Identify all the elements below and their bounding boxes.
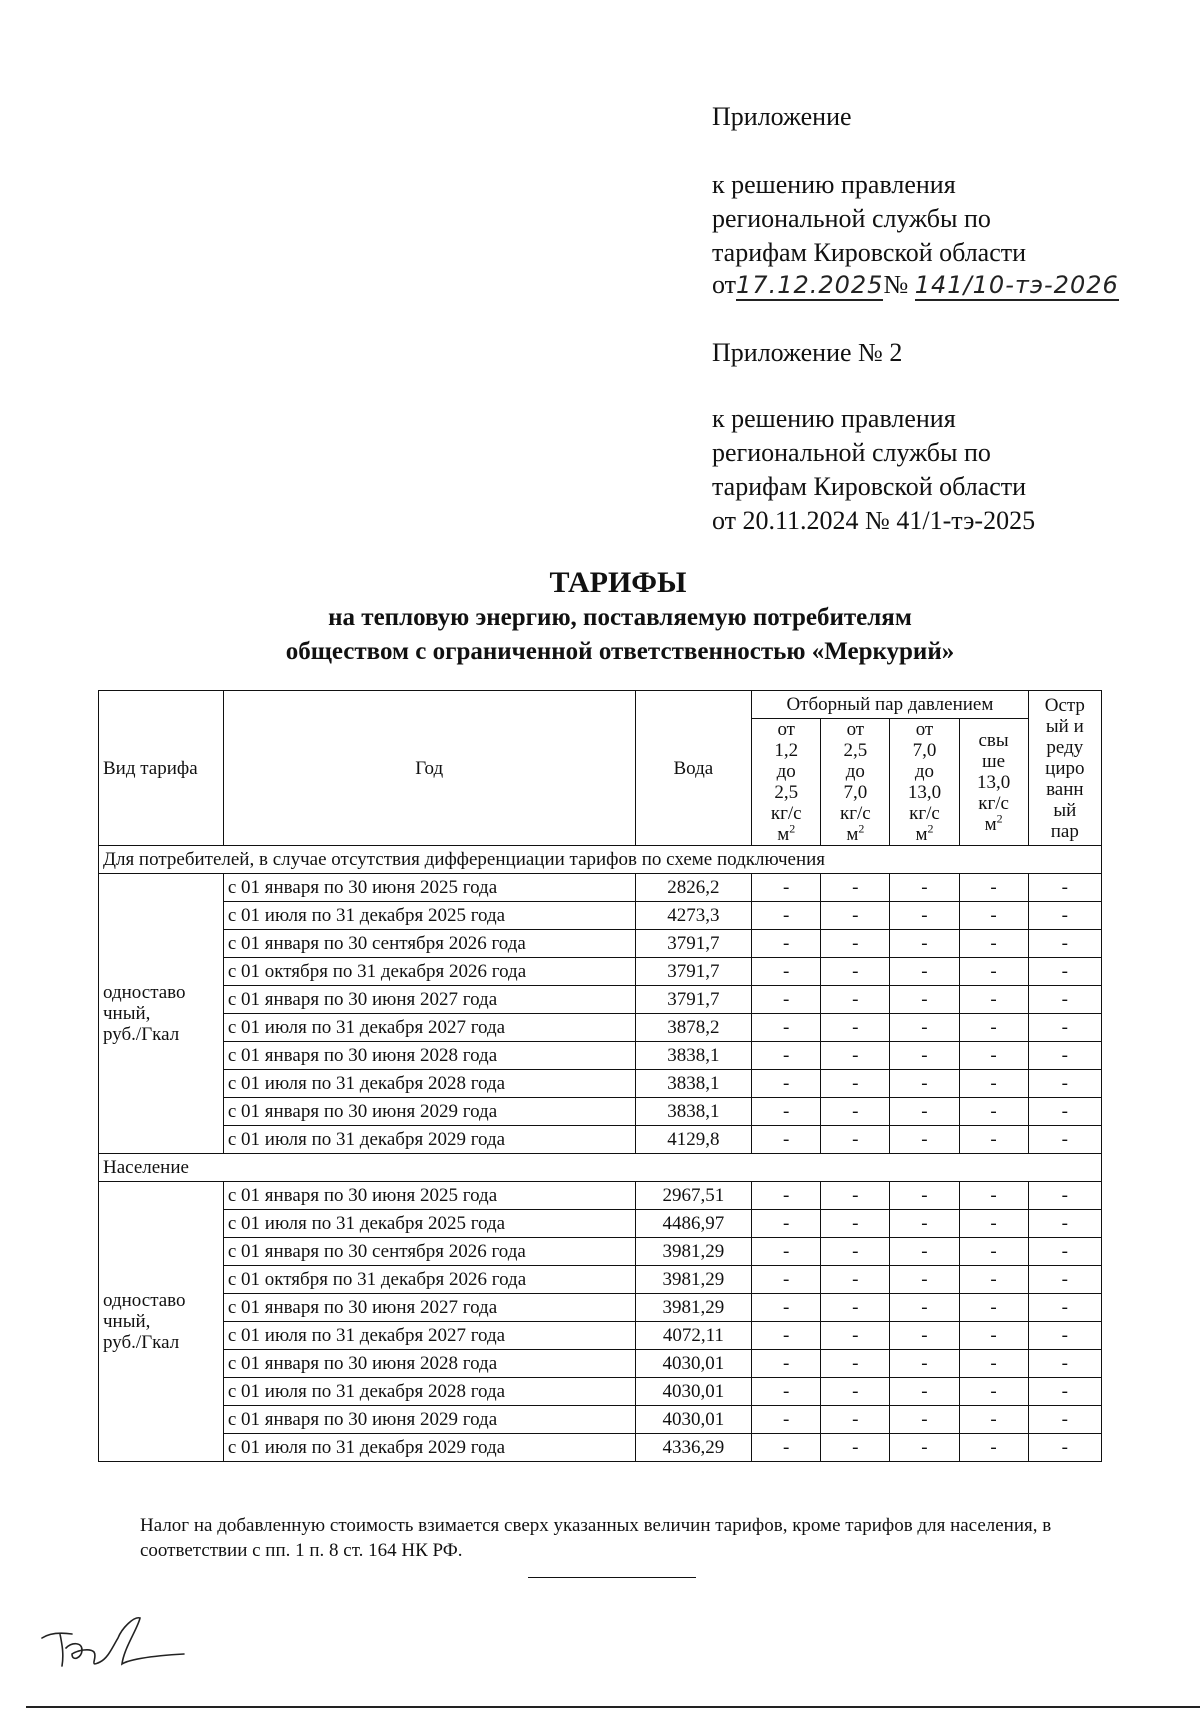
appendix-decision-ref: к решению правления региональной службы по тарифам Кировской области — [712, 170, 1027, 267]
header-steam-7-13: от 7,0 до 13,0 кг/с $м^2$ — [890, 719, 959, 846]
steam-tariff-cell: - — [890, 902, 959, 930]
tariff-type-cell: одноставо чный, руб./Гкал — [99, 1182, 224, 1462]
section-label: Для потребителей, в случае отсутствия дифференциации тарифов по схеме подключения — [99, 846, 1102, 874]
steam-tariff-cell: - — [1028, 874, 1101, 902]
steam-tariff-cell: - — [890, 1126, 959, 1154]
steam-tariff-cell: - — [1028, 1126, 1101, 1154]
steam-tariff-cell: - — [1028, 1182, 1101, 1210]
steam-tariff-cell: - — [752, 1294, 821, 1322]
period-cell: с 01 января по 30 июня 2025 года — [223, 1182, 635, 1210]
period-cell: с 01 июля по 31 декабря 2029 года — [223, 1126, 635, 1154]
header-steam-group: Отборный пар давлением — [752, 691, 1029, 719]
table-row — [99, 902, 1102, 930]
water-tariff-cell: 3791,7 — [635, 930, 752, 958]
steam-tariff-cell: - — [752, 1014, 821, 1042]
steam-tariff-cell: - — [821, 1098, 890, 1126]
steam-tariff-cell: - — [959, 1182, 1028, 1210]
appendix-2-title: Приложение № 2 — [712, 338, 903, 367]
steam-tariff-cell: - — [890, 1238, 959, 1266]
steam-tariff-cell: - — [959, 1014, 1028, 1042]
steam-tariff-cell: - — [890, 874, 959, 902]
steam-tariff-cell: - — [959, 1098, 1028, 1126]
table-row — [99, 874, 1102, 902]
water-tariff-cell: 3981,29 — [635, 1238, 752, 1266]
section-row — [99, 1154, 1102, 1182]
steam-tariff-cell: - — [821, 874, 890, 902]
steam-tariff-cell: - — [1028, 1406, 1101, 1434]
steam-tariff-cell: - — [821, 1238, 890, 1266]
document-title: ТАРИФЫ — [549, 566, 687, 599]
period-cell: с 01 июля по 31 декабря 2028 года — [223, 1378, 635, 1406]
steam-tariff-cell: - — [1028, 1014, 1101, 1042]
period-cell: с 01 января по 30 июня 2029 года — [223, 1406, 635, 1434]
header-steam-over-13: свы ше 13,0 кг/с $м^2$ — [959, 719, 1028, 846]
steam-tariff-cell: - — [752, 1322, 821, 1350]
water-tariff-cell: 4486,97 — [635, 1210, 752, 1238]
period-cell: с 01 октября по 31 декабря 2026 года — [223, 1266, 635, 1294]
signature-icon — [38, 1608, 188, 1678]
steam-tariff-cell: - — [821, 1182, 890, 1210]
water-tariff-cell: 2826,2 — [635, 874, 752, 902]
period-cell: с 01 июля по 31 декабря 2028 года — [223, 1070, 635, 1098]
water-tariff-cell: 3791,7 — [635, 958, 752, 986]
steam-tariff-cell: - — [890, 1434, 959, 1462]
steam-tariff-cell: - — [959, 958, 1028, 986]
steam-tariff-cell: - — [959, 1238, 1028, 1266]
period-cell: с 01 июля по 31 декабря 2025 года — [223, 1210, 635, 1238]
steam-tariff-cell: - — [890, 1350, 959, 1378]
steam-tariff-cell: - — [752, 1266, 821, 1294]
steam-tariff-cell: - — [821, 958, 890, 986]
period-cell: с 01 января по 30 сентября 2026 года — [223, 1238, 635, 1266]
steam-tariff-cell: - — [890, 1014, 959, 1042]
steam-tariff-cell: - — [959, 1350, 1028, 1378]
steam-tariff-cell: - — [959, 1042, 1028, 1070]
handwritten-date: 17.12.2025 — [736, 271, 884, 299]
handwritten-number: 141/10-тэ-2026 — [914, 271, 1119, 299]
steam-tariff-cell: - — [821, 1014, 890, 1042]
table-row — [99, 1126, 1102, 1154]
table-row — [99, 1322, 1102, 1350]
appendix-title: Приложение — [712, 102, 852, 131]
document-subtitle-company: обществом с ограниченной ответственностью «Меркурий» — [285, 638, 955, 665]
table-row — [99, 1070, 1102, 1098]
steam-tariff-cell: - — [752, 1042, 821, 1070]
table-row — [99, 930, 1102, 958]
water-tariff-cell: 3838,1 — [635, 1070, 752, 1098]
steam-tariff-cell: - — [890, 1210, 959, 1238]
tariff-type-cell: одноставо чный, руб./Гкал — [99, 874, 224, 1154]
table-row — [99, 1238, 1102, 1266]
steam-tariff-cell: - — [752, 1238, 821, 1266]
steam-tariff-cell: - — [752, 958, 821, 986]
steam-tariff-cell: - — [1028, 1210, 1101, 1238]
steam-tariff-cell: - — [1028, 930, 1101, 958]
header-sharp-steam: Остр ый и реду циро ванн ый пар — [1028, 691, 1101, 846]
period-cell: с 01 июля по 31 декабря 2027 года — [223, 1322, 635, 1350]
period-cell: с 01 января по 30 июня 2027 года — [223, 986, 635, 1014]
period-cell: с 01 июля по 31 декабря 2029 года — [223, 1434, 635, 1462]
steam-tariff-cell: - — [959, 986, 1028, 1014]
steam-tariff-cell: - — [821, 986, 890, 1014]
steam-tariff-cell: - — [821, 1294, 890, 1322]
table-row — [99, 1014, 1102, 1042]
table-row — [99, 1294, 1102, 1322]
water-tariff-cell: 4030,01 — [635, 1406, 752, 1434]
steam-tariff-cell: - — [821, 1322, 890, 1350]
steam-tariff-cell: - — [1028, 1434, 1101, 1462]
period-cell: с 01 января по 30 июня 2027 года — [223, 1294, 635, 1322]
steam-tariff-cell: - — [752, 1406, 821, 1434]
steam-tariff-cell: - — [752, 1070, 821, 1098]
steam-tariff-cell: - — [1028, 1238, 1101, 1266]
steam-tariff-cell: - — [752, 874, 821, 902]
steam-tariff-cell: - — [752, 986, 821, 1014]
steam-tariff-cell: - — [959, 1266, 1028, 1294]
period-cell: с 01 января по 30 июня 2028 года — [223, 1042, 635, 1070]
steam-tariff-cell: - — [821, 1210, 890, 1238]
table-row — [99, 1406, 1102, 1434]
steam-tariff-cell: - — [752, 930, 821, 958]
water-tariff-cell: 3981,29 — [635, 1294, 752, 1322]
document-subtitle: на тепловую энергию, поставляемую потребителям — [328, 604, 912, 631]
table-row — [99, 1182, 1102, 1210]
steam-tariff-cell: - — [752, 1434, 821, 1462]
steam-tariff-cell: - — [890, 958, 959, 986]
steam-tariff-cell: - — [821, 1406, 890, 1434]
steam-tariff-cell: - — [821, 1042, 890, 1070]
header-steam-1-2-5: от 1,2 до 2,5 кг/с $м^2$ — [752, 719, 821, 846]
water-tariff-cell: 3791,7 — [635, 986, 752, 1014]
appendix-2-decision-ref: к решению правления региональной службы по тарифам Кировской области от 20.11.2024 № 41/1-тэ-2025 — [712, 404, 1036, 535]
steam-tariff-cell: - — [1028, 1350, 1101, 1378]
steam-tariff-cell: - — [959, 1406, 1028, 1434]
steam-tariff-cell: - — [1028, 1070, 1101, 1098]
table-row — [99, 1434, 1102, 1462]
steam-tariff-cell: - — [821, 1070, 890, 1098]
water-tariff-cell: 4336,29 — [635, 1434, 752, 1462]
steam-tariff-cell: - — [890, 1266, 959, 1294]
header-steam-2-5-7: от 2,5 до 7,0 кг/с $м^2$ — [821, 719, 890, 846]
steam-tariff-cell: - — [1028, 1098, 1101, 1126]
water-tariff-cell: 4072,11 — [635, 1322, 752, 1350]
steam-tariff-cell: - — [752, 1126, 821, 1154]
steam-tariff-cell: - — [1028, 958, 1101, 986]
table-row — [99, 958, 1102, 986]
steam-tariff-cell: - — [959, 930, 1028, 958]
table-row — [99, 1266, 1102, 1294]
steam-tariff-cell: - — [752, 1350, 821, 1378]
separator-line — [528, 1577, 696, 1578]
period-cell: с 01 июля по 31 декабря 2027 года — [223, 1014, 635, 1042]
steam-tariff-cell: - — [1028, 1378, 1101, 1406]
steam-tariff-cell: - — [752, 1378, 821, 1406]
water-tariff-cell: 3838,1 — [635, 1098, 752, 1126]
water-tariff-cell: 4129,8 — [635, 1126, 752, 1154]
steam-tariff-cell: - — [752, 1182, 821, 1210]
section-row — [99, 846, 1102, 874]
header-year: Год — [223, 691, 635, 846]
steam-tariff-cell: - — [959, 1434, 1028, 1462]
steam-tariff-cell: - — [959, 1294, 1028, 1322]
steam-tariff-cell: - — [890, 930, 959, 958]
water-tariff-cell: 3981,29 — [635, 1266, 752, 1294]
water-tariff-cell: 4030,01 — [635, 1378, 752, 1406]
table-row — [99, 1210, 1102, 1238]
water-tariff-cell: 2967,51 — [635, 1182, 752, 1210]
steam-tariff-cell: - — [959, 1378, 1028, 1406]
steam-tariff-cell: - — [1028, 1042, 1101, 1070]
period-cell: с 01 января по 30 июня 2029 года — [223, 1098, 635, 1126]
period-cell: с 01 июля по 31 декабря 2025 года — [223, 902, 635, 930]
vat-footnote: Налог на добавленную стоимость взимается сверх указанных величин тарифов, кроме тарифов для населения, в соответствии с пп. 1 п. 8 ст. 164 НК РФ. — [140, 1515, 1052, 1561]
steam-tariff-cell: - — [959, 1070, 1028, 1098]
table-row — [99, 1350, 1102, 1378]
steam-tariff-cell: - — [821, 902, 890, 930]
steam-tariff-cell: - — [1028, 1322, 1101, 1350]
tariff-table-body — [99, 846, 1102, 1462]
steam-tariff-cell: - — [752, 1210, 821, 1238]
header-tariff-type: Вид тарифа — [99, 691, 224, 846]
table-row — [99, 1378, 1102, 1406]
period-cell: с 01 января по 30 июня 2025 года — [223, 874, 635, 902]
steam-tariff-cell: - — [890, 1322, 959, 1350]
period-cell: с 01 января по 30 июня 2028 года — [223, 1350, 635, 1378]
steam-tariff-cell: - — [890, 1098, 959, 1126]
steam-tariff-cell: - — [959, 1322, 1028, 1350]
steam-tariff-cell: - — [821, 1434, 890, 1462]
steam-tariff-cell: - — [1028, 902, 1101, 930]
table-row — [99, 1042, 1102, 1070]
steam-tariff-cell: - — [890, 1378, 959, 1406]
steam-tariff-cell: - — [890, 1042, 959, 1070]
steam-tariff-cell: - — [959, 874, 1028, 902]
steam-tariff-cell: - — [1028, 1294, 1101, 1322]
water-tariff-cell: 3878,2 — [635, 1014, 752, 1042]
appendix-date-line: от17.12.2025№ 141/10-тэ-2026 — [712, 270, 1119, 299]
page-bottom-border — [26, 1706, 1200, 1708]
steam-tariff-cell: - — [959, 902, 1028, 930]
period-cell: с 01 января по 30 сентября 2026 года — [223, 930, 635, 958]
tariff-table — [98, 690, 1102, 1462]
steam-tariff-cell: - — [890, 986, 959, 1014]
water-tariff-cell: 3838,1 — [635, 1042, 752, 1070]
header-water: Вода — [635, 691, 752, 846]
steam-tariff-cell: - — [1028, 986, 1101, 1014]
steam-tariff-cell: - — [821, 930, 890, 958]
steam-tariff-cell: - — [890, 1070, 959, 1098]
water-tariff-cell: 4273,3 — [635, 902, 752, 930]
steam-tariff-cell: - — [821, 1350, 890, 1378]
steam-tariff-cell: - — [821, 1266, 890, 1294]
steam-tariff-cell: - — [890, 1294, 959, 1322]
steam-tariff-cell: - — [821, 1126, 890, 1154]
steam-tariff-cell: - — [752, 902, 821, 930]
section-label: Население — [99, 1154, 1102, 1182]
table-row — [99, 986, 1102, 1014]
steam-tariff-cell: - — [1028, 1266, 1101, 1294]
steam-tariff-cell: - — [890, 1182, 959, 1210]
steam-tariff-cell: - — [752, 1098, 821, 1126]
water-tariff-cell: 4030,01 — [635, 1350, 752, 1378]
table-row — [99, 1098, 1102, 1126]
steam-tariff-cell: - — [959, 1126, 1028, 1154]
steam-tariff-cell: - — [890, 1406, 959, 1434]
steam-tariff-cell: - — [821, 1378, 890, 1406]
period-cell: с 01 октября по 31 декабря 2026 года — [223, 958, 635, 986]
steam-tariff-cell: - — [959, 1210, 1028, 1238]
